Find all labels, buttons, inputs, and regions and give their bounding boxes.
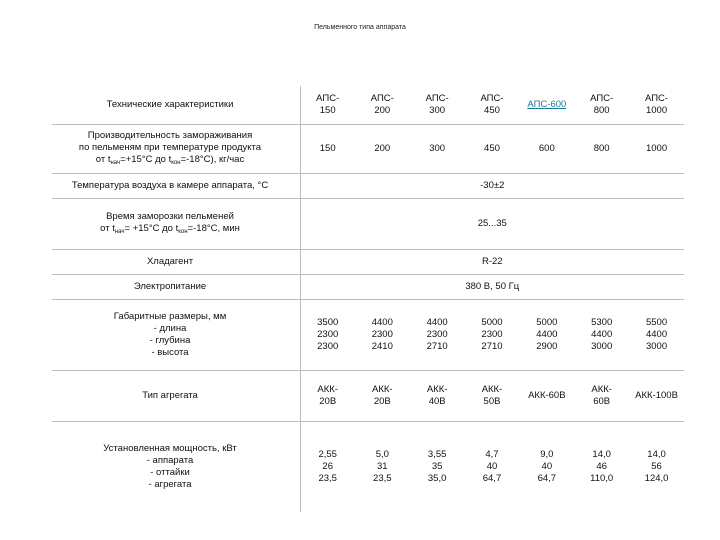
productivity-row	[52, 125, 684, 174]
unit-type-row	[52, 371, 684, 422]
dimensions-label: Габаритные размеры, мм - длина - глубина - высота	[52, 300, 288, 371]
value-cell: 600	[519, 125, 574, 174]
value-cell: 4400 2300 2410	[355, 300, 410, 371]
model-cell: АПС- 800	[574, 86, 629, 125]
air-temp-row	[52, 174, 684, 199]
value-cell: 9,0 40 64,7	[537, 449, 557, 484]
value-cell: 450	[465, 125, 520, 174]
model-cell: АПС- 1000	[629, 86, 684, 125]
value-cell: 14,0 56 124,0	[644, 449, 669, 484]
value-cell: 150	[300, 125, 355, 174]
value-cell: АКК- 60В	[574, 371, 629, 422]
dimensions-row	[52, 300, 684, 371]
refrigerant-row	[52, 250, 684, 275]
value-cell: 3500 2300 2300	[300, 300, 355, 371]
value-cell: АКК- 50В	[465, 371, 520, 422]
value-cell: 5000 2300 2710	[465, 300, 520, 371]
freeze-time-value: 25...35	[300, 199, 684, 250]
value-cell: 1000	[629, 125, 684, 174]
value-cell: 200	[355, 125, 410, 174]
header-row	[52, 86, 684, 125]
model-cell: АПС- 450	[465, 86, 520, 125]
value-cell: 14,0 46 110,0	[590, 449, 614, 484]
value-cell: АКК- 20В	[355, 371, 410, 422]
value-cell: 3,55 35 35,0	[427, 449, 447, 484]
power-supply-row	[52, 275, 684, 300]
value-cell: 5500 4400 3000	[629, 300, 684, 371]
value-cell: 4,7 40 64,7	[482, 449, 502, 484]
value-cell: 4400 2300 2710	[410, 300, 465, 371]
value-cell: 300	[410, 125, 465, 174]
value-cell: АКК-60В	[519, 371, 574, 422]
power-supply-value: 380 В, 50 Гц	[300, 275, 684, 300]
value-cell: АКК- 40В	[410, 371, 465, 422]
model-link-aps-600[interactable]	[519, 86, 574, 125]
refrigerant-label: Хладагент	[52, 250, 288, 275]
unit-type-label: Тип агрегата	[52, 371, 288, 422]
power-supply-label: Электропитание	[52, 275, 288, 300]
value-cell: 2,55 26 23,5	[318, 449, 337, 484]
freeze-time-label: Время заморозки пельменей от $t_{нач}= +15^\circ С$ до $t_{кон}=-18^\circ С$, мин	[52, 199, 288, 250]
refrigerant-value: R-22	[300, 250, 684, 275]
value-cell: АКК- 20В	[300, 371, 355, 422]
value-cell: 800	[574, 125, 629, 174]
value-cell: 5000 4400 2900	[519, 300, 574, 371]
air-temp-value: -30±2	[300, 174, 684, 199]
model-cell: АПС- 150	[300, 86, 355, 125]
value-cell: 5,0 31 23,5	[373, 449, 392, 484]
spec-table	[52, 86, 684, 512]
air-temp-label: Температура воздуха в камере аппарата, °С	[52, 174, 288, 199]
value-cell: АКК-100В	[629, 371, 684, 422]
productivity-label: Производительность замораживания по пельменям при температуре продукта от $t_{нач}=+15^\circ С$ до $t_{кон}=-18^\circ С$), кг/час	[52, 125, 288, 174]
model-cell: АПС- 300	[410, 86, 465, 125]
model-link-text[interactable]: АПС-600	[527, 99, 567, 111]
freeze-time-row	[52, 199, 684, 250]
installed-power-row	[52, 422, 684, 513]
header-label: Технические характеристики	[52, 86, 288, 125]
value-cell: 5300 4400 3000	[574, 300, 629, 371]
model-cell: АПС- 200	[355, 86, 410, 125]
installed-power-label: Установленная мощность, кВт - аппарата - оттайки - агрегата	[103, 443, 237, 490]
document-title: Пельменного типа аппарата	[314, 24, 406, 31]
